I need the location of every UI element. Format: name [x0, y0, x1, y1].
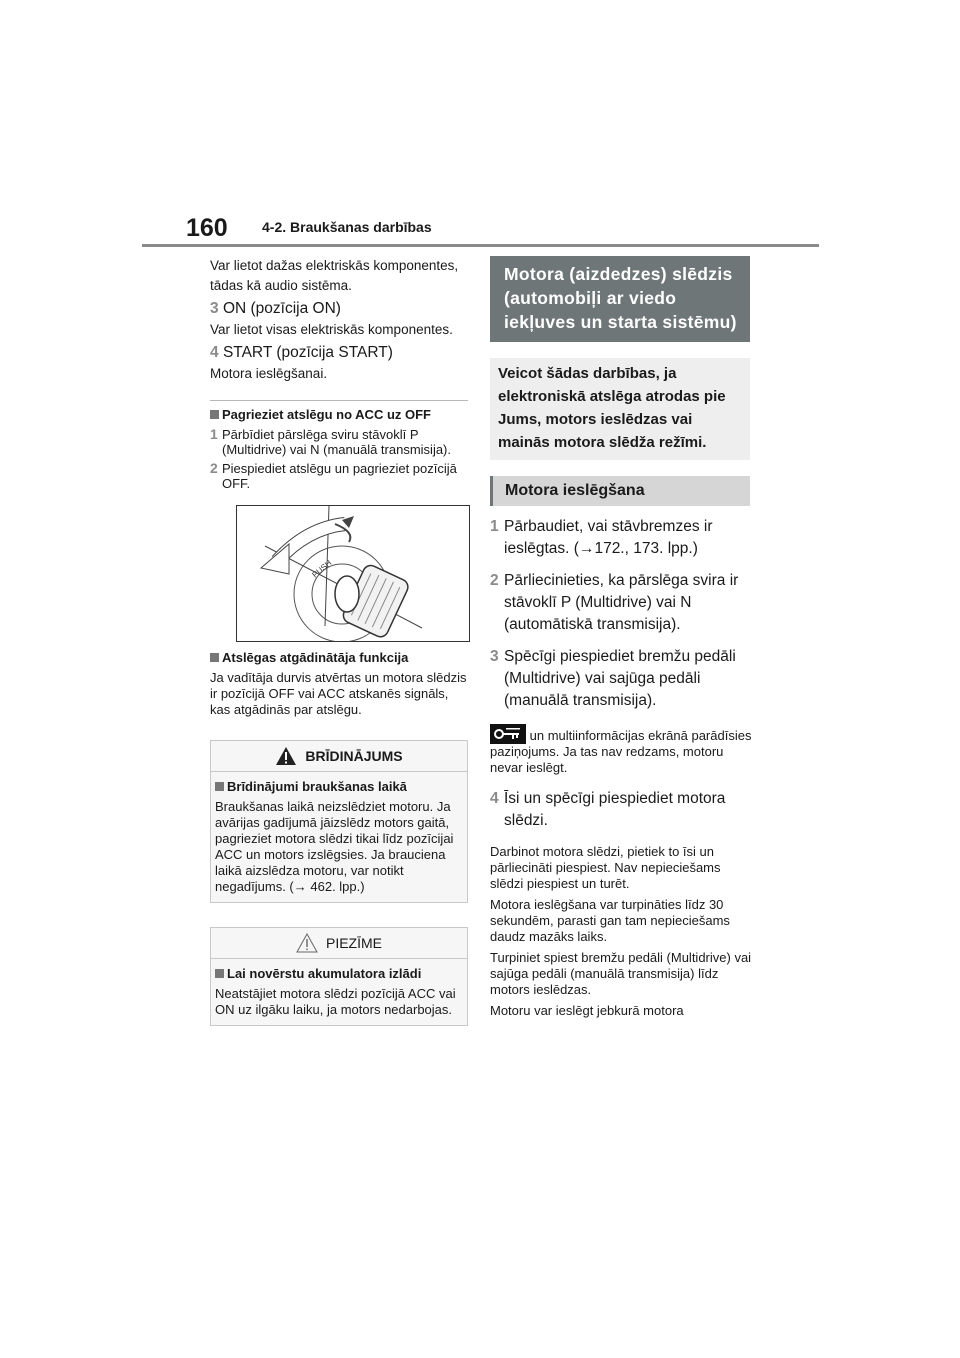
step-4-label: START (pozīcija START): [222, 344, 393, 361]
turn-off-heading: Pagrieziet atslēgu no ACC uz OFF: [210, 407, 468, 423]
sub-heading: Motora ieslēgšana: [490, 476, 750, 506]
paragraph: Motora ieslēgšana var turpināties līdz 30 sekundēm, parasti gan tam nepieciešams daudz mazāks laiks.: [490, 897, 730, 944]
right-column: [490, 256, 752, 1019]
warning-box: [210, 740, 468, 903]
list-item: 1 Pārbaudiet, vai stāvbremzes ir ieslēgtas. (→172., 173. lpp.): [490, 518, 713, 557]
list-item: 3 Spēcīgi piespiediet bremžu pedāli (Multidrive) vai sajūga pedāli (manuālā transmisija).: [490, 648, 736, 709]
section-title: 4-2. Braukšanas darbības: [262, 219, 432, 235]
warning-header: [211, 741, 467, 772]
left-column: [210, 256, 468, 1026]
paragraph: Darbinot motora slēdzi, pietiek to īsi un pārliecināti piespiest. Nav nepieciešams slēdzi piespiest un turēt.: [490, 844, 721, 891]
list-item: 4 Īsi un spēcīgi piespiediet motora slēdzi.: [490, 790, 726, 829]
section-divider: [210, 400, 468, 401]
intro-box: Veicot šādas darbības, ja elektroniskā atslēga atrodas pie Jums, motors ieslēdzas vai mainās motora slēdža režīmi.: [490, 358, 750, 460]
paragraph: Motoru var ieslēgt jebkurā motora: [490, 1003, 684, 1018]
paragraph: Turpiniet spiest bremžu pedāli (Multidrive) vai sajūga pedāli (manuālā transmisija) līdz motors ieslēdzas.: [490, 950, 752, 997]
notice-subtitle: Lai novērstu akumulatora izlādi: [215, 966, 463, 982]
main-heading: Motora (aizdedzes) slēdzis (automobiļi ar viedo iekļuves un starta sistēmu): [490, 256, 750, 342]
ignition-key-icon: [237, 506, 469, 641]
key-indicator-icon: [490, 724, 526, 744]
notice-body: [211, 959, 467, 1025]
start-steps: [490, 516, 752, 712]
square-bullet-icon: [210, 653, 219, 662]
header-divider: [142, 244, 819, 247]
caution-triangle-icon: [296, 933, 318, 953]
notice-heading: PIEZĪME: [325, 935, 382, 951]
list-item: 2 Piespiediet atslēgu un pagrieziet pozīcijā OFF.: [210, 460, 457, 491]
intro-text: Var lietot dažas elektriskās komponentes, tādas kā audio sistēma.: [210, 258, 459, 293]
square-bullet-icon: [210, 410, 219, 419]
list-item: 2 Pārliecinieties, ka pārslēga svira ir stāvoklī P (Multidrive) vai N (automātiskā transmisija).: [490, 572, 739, 633]
step-4-description: Motora ieslēgšanai.: [210, 366, 328, 381]
warning-body: [211, 772, 467, 902]
reminder-text: Ja vadītāja durvis atvērtas un motora slēdzis ir pozīcijā OFF vai ACC atskanēs signāls, kas atgādinās par atslēgu.: [210, 670, 467, 717]
push-label: PUSH: [310, 558, 334, 580]
list-item: 1 Pārbīdiet pārslēga sviru stāvoklī P (Multidrive) vai N (manuālā transmisija).: [210, 426, 451, 457]
notice-box: [210, 927, 468, 1026]
step-4-heading: [210, 342, 468, 364]
notice-header: [211, 928, 467, 959]
notice-text: Neatstājiet motora slēdzi pozīcijā ACC vai ON uz ilgāku laiku, ja motors nedarbojas.: [215, 986, 456, 1017]
indicator-note: un multiinformācijas ekrānā parādīsies paziņojums. Ja tas nav redzams, motoru nevar ieslēgt.: [490, 724, 752, 776]
page-number: 160: [186, 214, 228, 242]
step-3-description: Var lietot visas elektriskās komponentes.: [210, 322, 453, 337]
step-3-label: ON (pozīcija ON): [222, 300, 341, 317]
warning-subtitle: Brīdinājumi braukšanas laikā: [215, 779, 463, 795]
reminder-heading: Atslēgas atgādinātāja funkcija: [210, 650, 468, 666]
step-3-heading: [210, 298, 468, 320]
warning-text: Braukšanas laikā neizslēdziet motoru. Ja avārijas gadījumā jāizslēdz motors gaitā, pagrieziet motora slēdzi tikai līdz pozīcijai ACC un motors izslēgsies. Ja brauciena laikā aizslēdza motoru, var notikt negadījums. (→ 462. lpp.): [215, 799, 454, 894]
square-bullet-icon: [215, 782, 224, 791]
step-4-number: 4: [210, 344, 219, 361]
step-3-number: 3: [210, 300, 219, 317]
square-bullet-icon: [215, 969, 224, 978]
warning-heading: BRĪDINĀJUMS: [305, 748, 403, 764]
warning-triangle-icon: [275, 746, 297, 766]
key-turn-illustration: [236, 505, 470, 642]
